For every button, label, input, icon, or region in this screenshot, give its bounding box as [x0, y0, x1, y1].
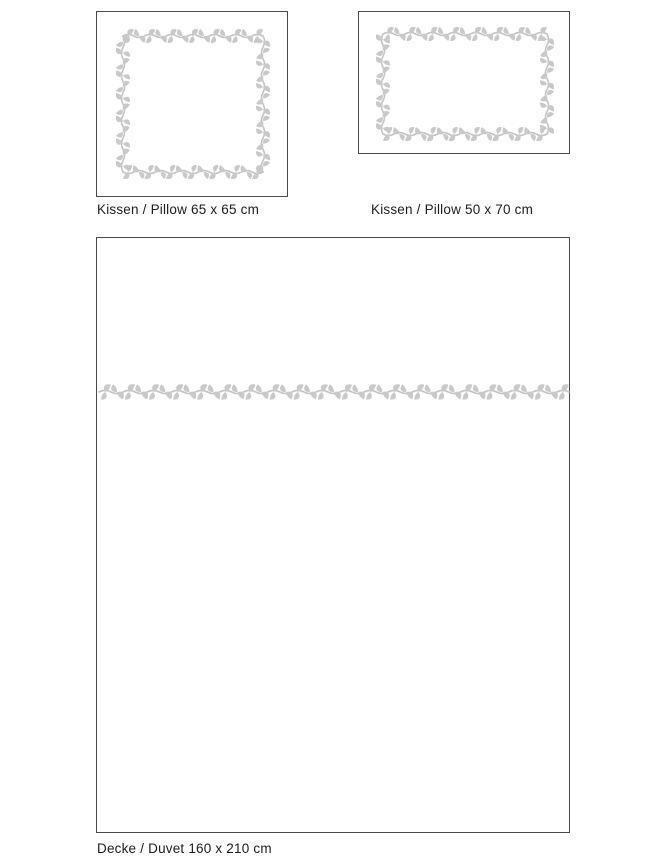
leaf-vine-border-rect-icon — [359, 12, 571, 155]
leaf-vine-border-square-icon — [97, 12, 289, 198]
duvet-outline — [96, 237, 570, 833]
pillow-square-caption: Kissen / Pillow 65 x 65 cm — [97, 202, 260, 217]
pillow-rect-outline — [358, 11, 570, 154]
duvet-caption: Decke / Duvet 160 x 210 cm — [97, 841, 272, 856]
pillow-square-outline — [96, 11, 288, 197]
leaf-vine-band-icon — [97, 238, 571, 834]
pillow-rect-caption: Kissen / Pillow 50 x 70 cm — [371, 202, 534, 217]
